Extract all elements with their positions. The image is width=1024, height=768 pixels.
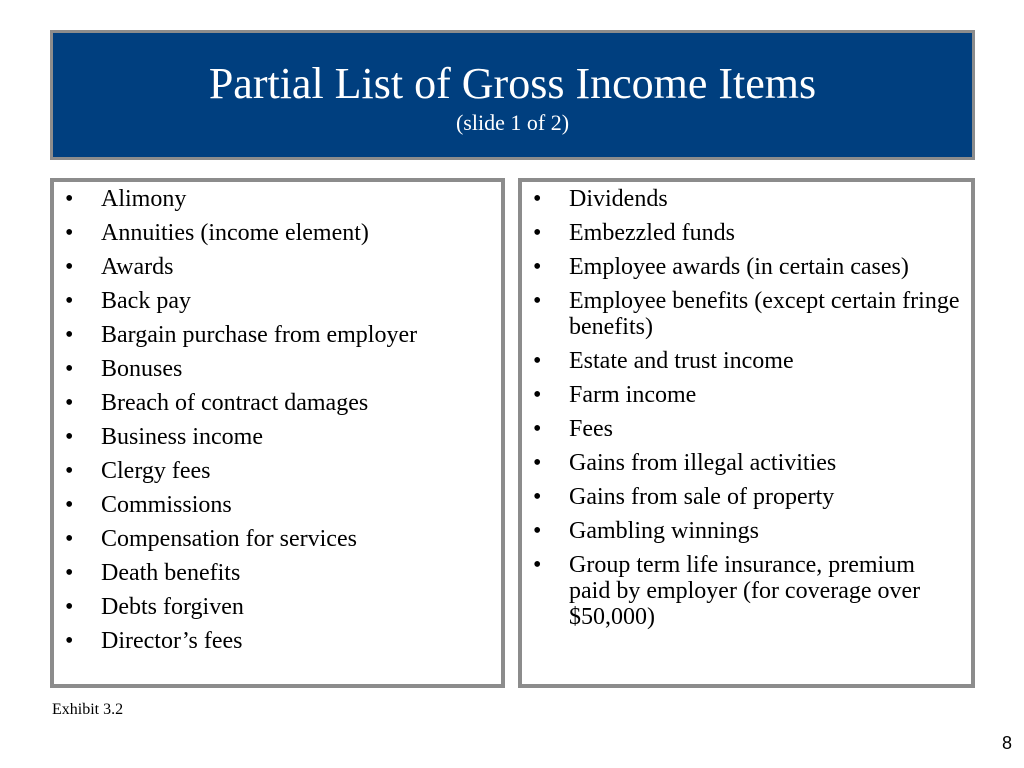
list-item [522,518,961,544]
bullet: • [65,424,74,450]
list-item [54,628,491,654]
list-item-label: Gains from sale of property [569,484,835,510]
list-item-label: Group term life insurance, premium paid by employer (for coverage over $50,000) [569,552,921,630]
bullet: • [533,348,542,374]
bullet: • [533,220,542,246]
list-item [522,288,961,340]
list-item-label: Fees [569,416,613,442]
bullet: • [533,288,542,314]
list-item [54,356,491,382]
list-item-label: Awards [101,254,174,280]
list-item-label: Bonuses [101,356,183,382]
bullet: • [65,322,74,348]
list-item-label: Annuities (income element) [101,220,369,246]
bullet: • [65,186,74,212]
list-item [522,220,961,246]
list-item [522,254,961,280]
bullet: • [533,254,542,280]
list-item-label: Alimony [101,186,187,212]
bullet: • [65,390,74,416]
bullet: • [533,518,542,544]
bullet: • [533,416,542,442]
slide-subtitle: (slide 1 of 2) [455,110,570,135]
list-item [54,526,491,552]
list-item-label: Gambling winnings [569,518,759,544]
list-item-label: Dividends [569,186,668,212]
bullet: • [533,450,542,476]
bullet: • [65,526,74,552]
bullet: • [533,484,542,510]
list-item [522,484,961,510]
exhibit-label: Exhibit 3.2 [52,701,124,718]
list-item [54,424,491,450]
list-item-label: Back pay [101,288,191,314]
list-item-label: Breach of contract damages [101,390,369,416]
list-item-label: Business income [101,424,263,450]
bullet: • [65,254,74,280]
list-item [522,552,961,630]
list-item-label: Farm income [569,382,697,408]
bullet: • [65,220,74,246]
title-box [50,30,975,160]
right-list-panel [518,178,975,688]
list-item-label: Bargain purchase from employer [101,322,418,348]
bullet: • [65,560,74,586]
list-item [54,458,491,484]
list-item [54,390,491,416]
list-item-label: Employee awards (in certain cases) [569,254,909,280]
list-item [54,220,491,246]
list-item-label: Debts forgiven [101,594,244,620]
list-item-label: Employee benefits (except certain fringe benefits) [569,288,960,340]
list-item [54,560,491,586]
list-item-label: Death benefits [101,560,241,586]
bullet: • [533,382,542,408]
list-item [54,492,491,518]
bullet: • [65,492,74,518]
list-item [54,288,491,314]
bullet: • [533,186,542,212]
list-item [522,450,961,476]
list-item [54,594,491,620]
left-list-panel [50,178,505,688]
list-item [522,186,961,212]
page-number: 8 [1001,733,1012,753]
slide-title: Partial List of Gross Income Items [208,59,817,108]
list-item [522,382,961,408]
list-item-label: Compensation for services [101,526,357,552]
list-item-label: Commissions [101,492,232,518]
list-item [54,322,491,348]
left-income-list [54,182,501,654]
list-item-label: Embezzled funds [569,220,735,246]
right-income-list [522,182,971,630]
bullet: • [65,356,74,382]
list-item-label: Gains from illegal activities [569,450,837,476]
bullet: • [65,458,74,484]
list-item [54,186,491,212]
list-item-label: Estate and trust income [569,348,794,374]
list-item [54,254,491,280]
list-item [522,348,961,374]
bullet: • [65,594,74,620]
list-item [522,416,961,442]
list-item-label: Clergy fees [101,458,211,484]
bullet: • [65,288,74,314]
bullet: • [533,552,542,578]
bullet: • [65,628,74,654]
list-item-label: Director’s fees [101,628,243,654]
